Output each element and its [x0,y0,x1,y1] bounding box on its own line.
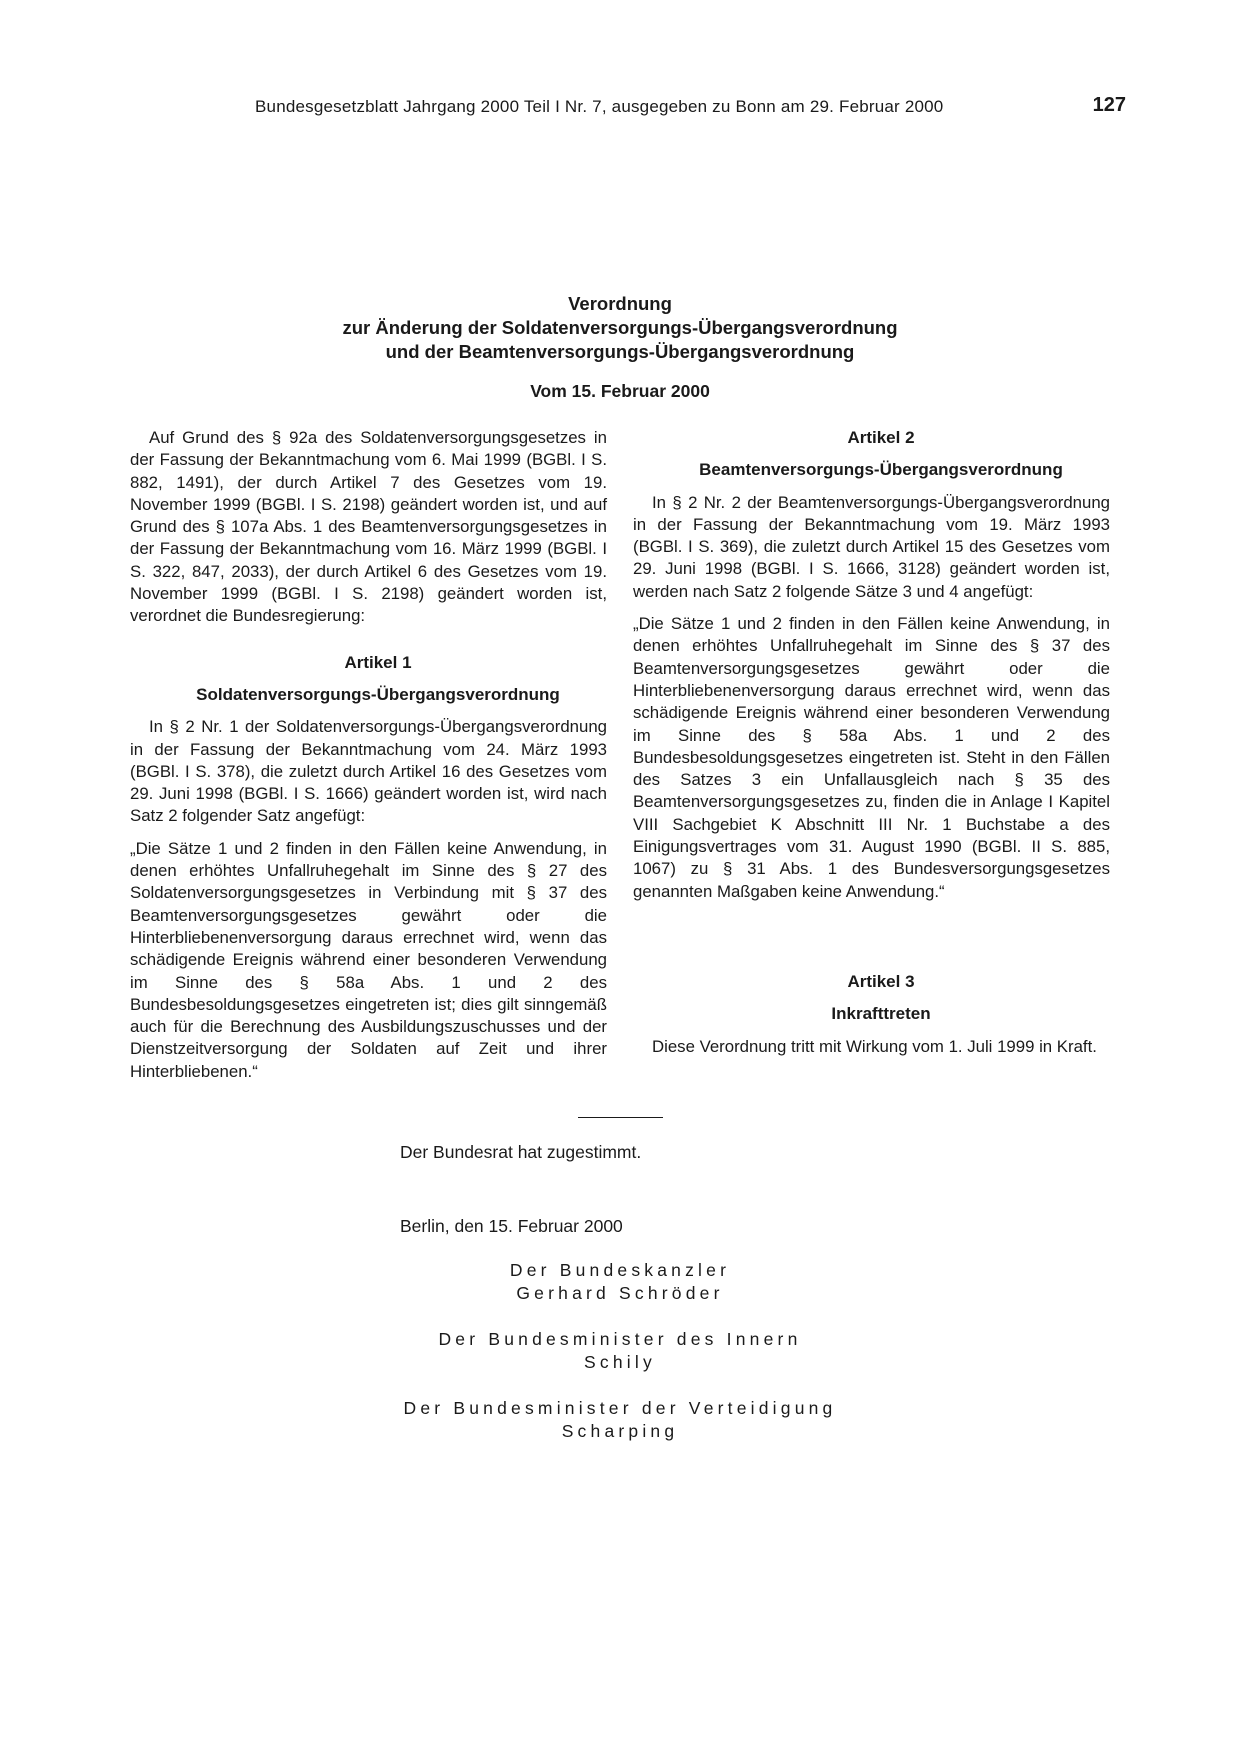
artikel-1-heading: Artikel 1 [344,652,412,672]
place-and-date: Berlin, den 15. Februar 2000 [400,1216,623,1236]
signatory-name: Gerhard Schröder [516,1282,724,1303]
signatory-role: Der Bundesminister der Verteidigung [403,1398,837,1418]
bundesrat-consent: Der Bundesrat hat zugestimmt. [400,1142,642,1162]
artikel-2-quote: „Die Sätze 1 und 2 finden in den Fällen keine Anwendung, in denen erhöhtes Unfallruhegehalt im Sinne des § 37 des Beamtenversorgungsgesetzes gewährt oder die Hinterbliebenenversorgung daraus errechnet wird, wenn das schädigende Ereignis während einer besonderen Verwendung im Sinne des § 58a Abs. 1 und 2 des Bundesbesoldungsgesetzes eingetreten ist. Steht in den Fällen des Satzes 3 ein Unfallausgleich nach § 35 des Beamtenversorgungsgesetzes zu, finden die in Anlage I Kapitel VIII Sachgebiet K Abschnitt III Nr. 1 Buchstabe a des Einigungsvertrages vom 31. August 1990 (BGBl. II S. 885, 1067) zu § 31 Abs. 1 des Bundesversorgungsgesetzes genannten Maßgaben keine Anwendung.“ [633,614,1110,901]
artikel-2-heading: Artikel 2 [847,428,915,447]
signature-bundeskanzler [320,1259,920,1304]
signatory-name: Scharping [561,1420,679,1441]
signature-innenminister [320,1328,920,1373]
ordinance-date: Vom 15. Februar 2000 [530,381,710,401]
title-line-3: und der Beamtenversorgungs-Übergangsverordnung [385,341,855,362]
artikel-1-quote: „Die Sätze 1 und 2 finden in den Fällen keine Anwendung, in denen erhöhtes Unfallruhegehalt im Sinne des § 27 des Soldatenversorgungsgesetzes in Verbindung mit § 37 des Beamtenversorgungsgesetzes gewährt oder die Hinterbliebenenversorgung daraus errechnet wird, wenn das schädigende Ereignis während einer besonderen Verwendung im Sinne des § 58a Abs. 1 und 2 des Bundesbesoldungsgesetzes eingetreten ist; dies gilt sinngemäß auch für die Berechnung des Ausbildungszuschusses und der Dienstzeitversorgung der Soldaten auf Zeit und ihrer Hinterbliebenen.“ [130,838,607,1081]
preamble: Auf Grund des § 92a des Soldatenversorgungsgesetzes in der Fassung der Bekanntmachung vom 6. Mai 1999 (BGBl. I S. 882, 1491), der durch Artikel 7 des Gesetzes vom 19. November 1999 (BGBl. I S. 2198) geändert worden ist, und auf Grund des § 107a Abs. 1 des Beamtenversorgungsgesetzes in der Fassung der Bekanntmachung vom 16. März 1999 (BGBl. I S. 322, 847, 2033), der durch Artikel 6 des Gesetzes vom 19. November 1999 (BGBl. I S. 2198) geändert worden ist, verordnet die Bundesregierung: [130,428,607,626]
running-header: Bundesgesetzblatt Jahrgang 2000 Teil I Nr. 7, ausgegeben zu Bonn am 29. Februar 2000 [255,97,944,116]
artikel-3-title: Inkrafttreten [831,1004,931,1024]
ordinance-title [230,292,1010,364]
signatory-name: Schily [584,1351,656,1372]
title-line-1: Verordnung [568,293,672,314]
signature-block [320,1259,920,1466]
right-column [633,427,1110,1068]
artikel-2-body: In § 2 Nr. 2 der Beamtenversorgungs-Übergangsverordnung in der Fassung der Bekanntmachung vom 19. März 1993 (BGBl. I S. 369), die zuletzt durch Artikel 15 des Gesetzes vom 29. Juni 1998 (BGBl. I S. 1666, 3128) geändert worden ist, werden nach Satz 2 folgende Sätze 3 und 4 angefügt: [633,492,1110,601]
signature-verteidigungsminister [320,1397,920,1442]
section-divider [578,1117,663,1118]
artikel-3-body: Diese Verordnung tritt mit Wirkung vom 1. Juli 1999 in Kraft. [652,1036,1097,1056]
artikel-2-title: Beamtenversorgungs-Übergangsverordnung [699,460,1063,480]
artikel-1-body: In § 2 Nr. 1 der Soldatenversorgungs-Übergangsverordnung in der Fassung der Bekanntmachung vom 24. März 1993 (BGBl. I S. 378), die zuletzt durch Artikel 16 des Gesetzes vom 29. Juni 1998 (BGBl. I S. 1666) geändert worden ist, wird nach Satz 2 folgender Satz angefügt: [130,717,607,826]
title-line-2: zur Änderung der Soldatenversorgungs-Übergangsverordnung [342,317,898,338]
left-column [130,427,607,1093]
artikel-3-heading: Artikel 3 [847,971,915,991]
signatory-role: Der Bundesminister des Innern [438,1329,802,1349]
artikel-1-title: Soldatenversorgungs-Übergangsverordnung [196,684,560,704]
signatory-role: Der Bundeskanzler [509,1260,731,1280]
page-number: 127 [1092,94,1126,116]
